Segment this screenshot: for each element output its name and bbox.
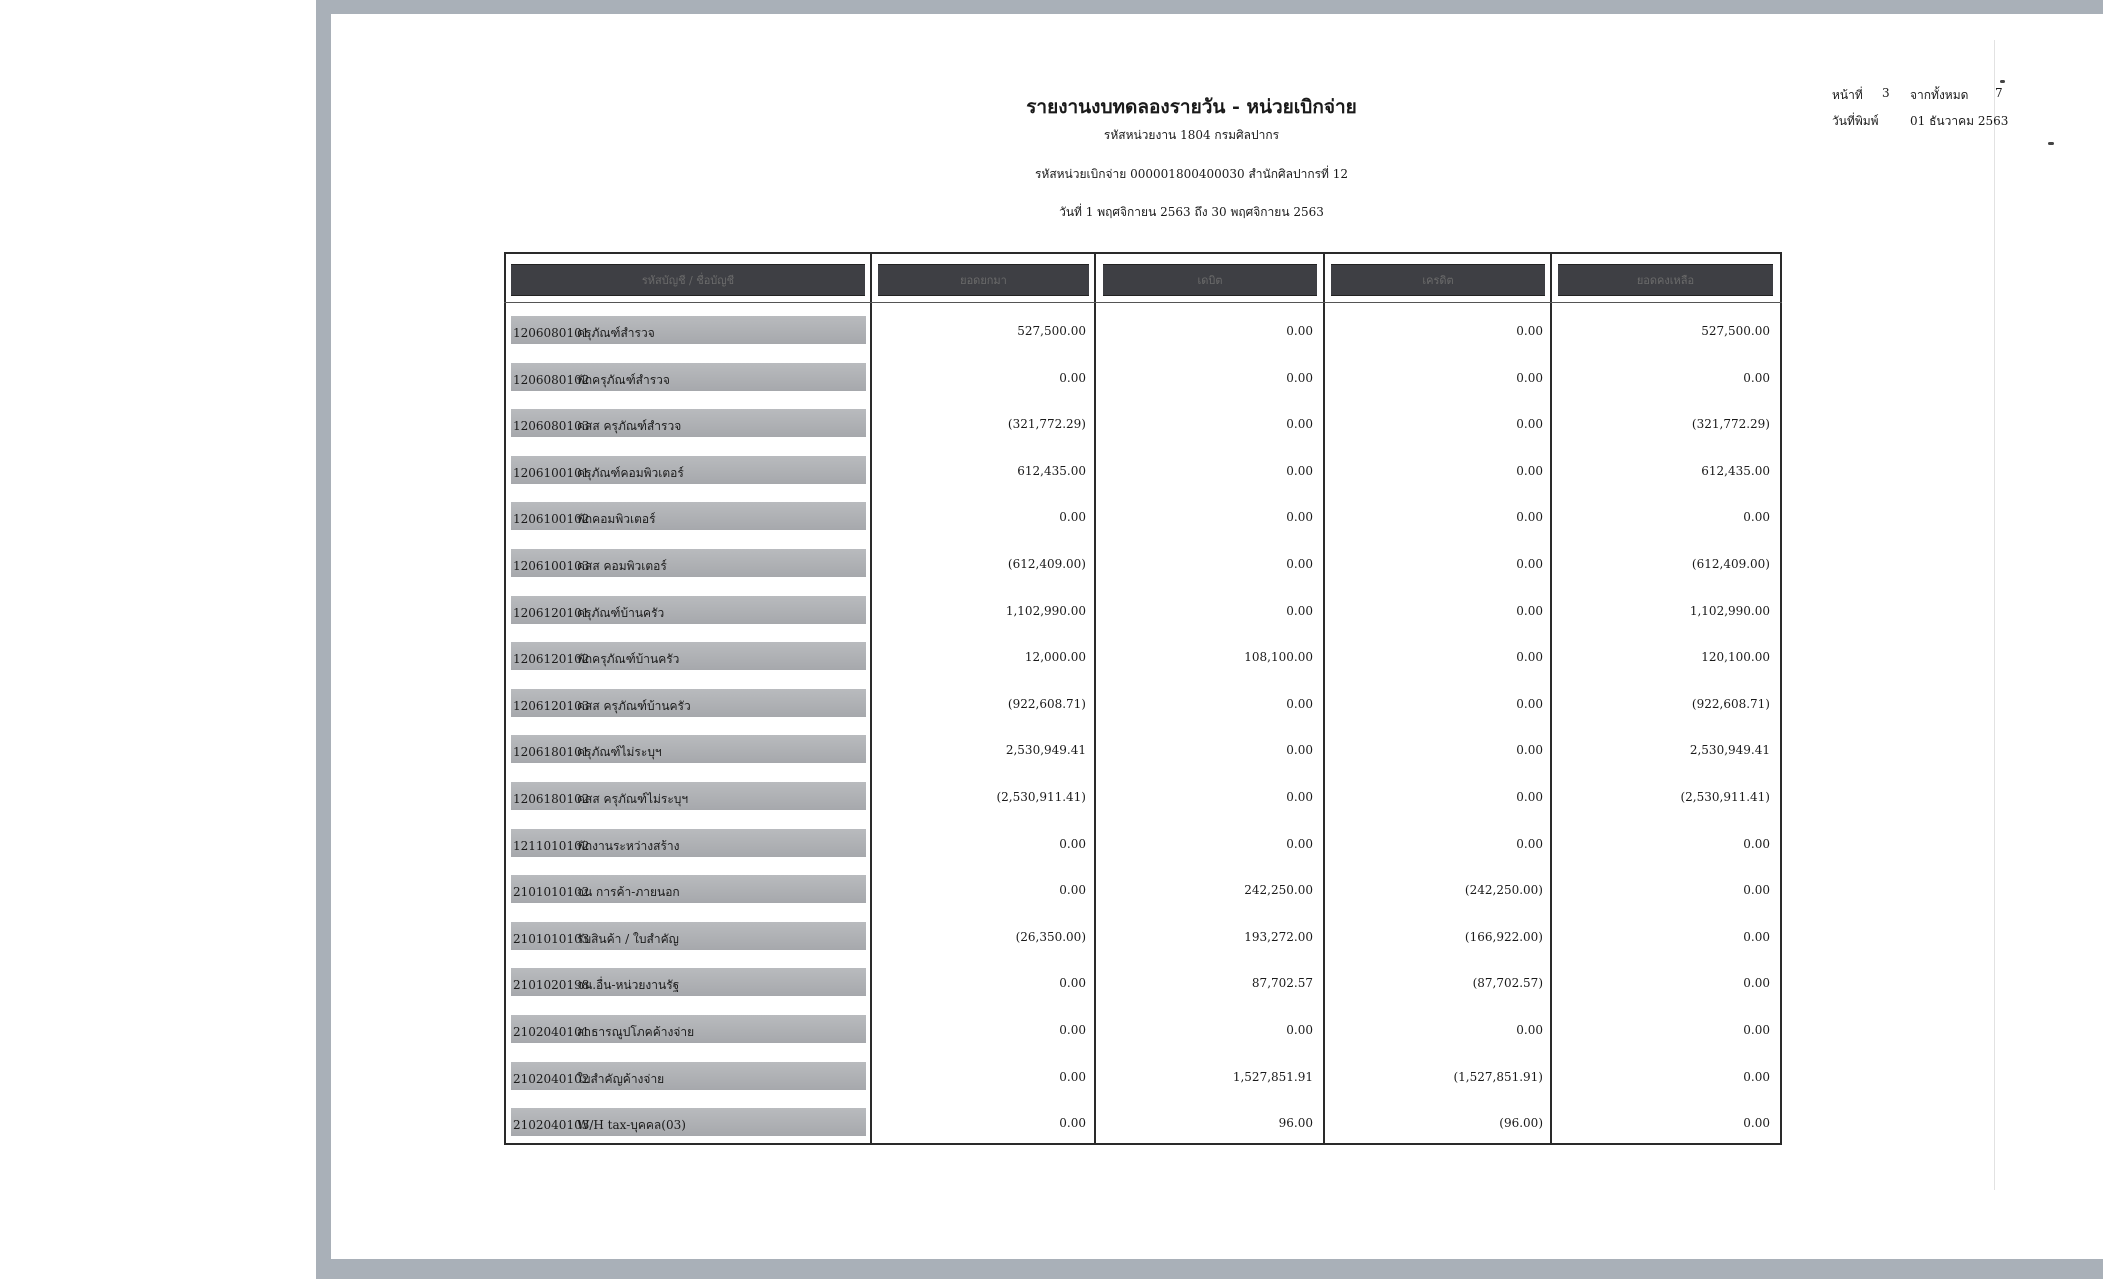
account-code: 1206120103	[513, 699, 590, 713]
account-name: ใบสำคัญค้างจ่าย	[577, 1072, 665, 1086]
account-name: พักครุภัณฑ์สำรวจ	[577, 373, 670, 387]
cell-account	[513, 1070, 664, 1089]
cell-credit: 0.00	[1516, 650, 1543, 664]
account-code: 2102040102	[513, 1072, 590, 1086]
account-name: คสส คอมพิวเตอร์	[577, 559, 667, 573]
cell-debit: 0.00	[1286, 697, 1313, 711]
disbursement-unit-line: รหัสหน่วยเบิกจ่าย 000001800400030 สำนักศิลปากรที่ 12	[1034, 167, 1349, 181]
agency-line: รหัสหน่วยงาน 1804 กรมศิลปากร	[1103, 128, 1280, 142]
account-name: ครุภัณฑ์คอมพิวเตอร์	[577, 466, 684, 480]
cell-debit: 242,250.00	[1244, 883, 1313, 897]
cell-account	[513, 743, 662, 762]
header-balance: ยอดคงเหลือ	[1558, 264, 1773, 296]
cell-debit: 1,527,851.91	[1232, 1070, 1313, 1084]
account-name: ครุภัณฑ์บ้านครัว	[577, 606, 665, 620]
cell-balance: 1,102,990.00	[1689, 604, 1770, 618]
cell-opening: 12,000.00	[1024, 650, 1086, 664]
cell-opening: (321,772.29)	[1007, 417, 1086, 431]
cell-opening: (612,409.00)	[1007, 557, 1086, 571]
scan-border-left	[316, 0, 331, 1279]
scan-border-top	[316, 0, 2103, 14]
cell-account	[513, 604, 664, 623]
cell-debit: 108,100.00	[1244, 650, 1313, 664]
cell-balance: 0.00	[1743, 930, 1770, 944]
account-code: 1206080102	[513, 373, 590, 387]
account-name: จน การค้า-ภายนอก	[577, 885, 680, 899]
header-debit: เดบิต	[1103, 264, 1317, 296]
account-code: 2101010102	[513, 885, 590, 899]
cell-debit: 0.00	[1286, 743, 1313, 757]
cell-credit: 0.00	[1516, 557, 1543, 571]
cell-opening: 0.00	[1059, 371, 1086, 385]
cell-credit: (1,527,851.91)	[1453, 1070, 1543, 1084]
print-date: 01 ธันวาคม 2563	[1910, 114, 2009, 128]
print-date-label: วันที่พิมพ์	[1832, 114, 1879, 128]
cell-balance: 0.00	[1743, 1023, 1770, 1037]
cell-balance: 612,435.00	[1701, 464, 1770, 478]
total-label: จากทั้งหมด	[1910, 88, 1969, 102]
cell-credit: (96.00)	[1499, 1116, 1543, 1130]
header-opening: ยอดยกมา	[878, 264, 1089, 296]
cell-debit: 96.00	[1278, 1116, 1313, 1130]
cell-account	[513, 324, 655, 343]
account-code: 1206080103	[513, 419, 590, 433]
page-number: 3	[1882, 86, 1890, 100]
cell-debit: 0.00	[1286, 557, 1313, 571]
cell-credit: 0.00	[1516, 790, 1543, 804]
account-code: 1206080101	[513, 326, 590, 340]
cell-account	[513, 837, 679, 856]
account-code: 1206180101	[513, 745, 590, 759]
cell-balance: 0.00	[1743, 510, 1770, 524]
cell-credit: 0.00	[1516, 464, 1543, 478]
cell-debit: 0.00	[1286, 417, 1313, 431]
cell-credit: 0.00	[1516, 837, 1543, 851]
cell-credit: 0.00	[1516, 417, 1543, 431]
cell-account	[513, 650, 679, 669]
cell-balance: 0.00	[1743, 1070, 1770, 1084]
account-name: พักครุภัณฑ์บ้านครัว	[577, 652, 680, 666]
cell-account	[513, 883, 680, 902]
cell-debit: 87,702.57	[1251, 976, 1313, 990]
account-name: คสส ครุภัณฑ์ไม่ระบุฯ	[577, 792, 689, 806]
cell-debit: 0.00	[1286, 371, 1313, 385]
cell-account	[513, 371, 670, 390]
cell-account	[513, 417, 681, 436]
cell-opening: 0.00	[1059, 1116, 1086, 1130]
account-name: ครุภัณฑ์ไม่ระบุฯ	[577, 745, 662, 759]
page-label: หน้าที่	[1832, 88, 1863, 102]
cell-balance: 0.00	[1743, 1116, 1770, 1130]
cell-account	[513, 1116, 686, 1135]
cell-debit: 0.00	[1286, 324, 1313, 338]
cell-account	[513, 510, 656, 529]
column-divider	[870, 252, 872, 1145]
account-name: ครุภัณฑ์สำรวจ	[577, 326, 655, 340]
header-rule	[504, 302, 1782, 303]
cell-opening: 0.00	[1059, 976, 1086, 990]
cell-credit: (242,250.00)	[1464, 883, 1543, 897]
cell-account	[513, 930, 679, 949]
cell-account	[513, 976, 679, 995]
cell-debit: 0.00	[1286, 464, 1313, 478]
cell-opening: 0.00	[1059, 883, 1086, 897]
account-code: 1206120102	[513, 652, 590, 666]
account-name: พักคอมพิวเตอร์	[577, 512, 656, 526]
cell-credit: (87,702.57)	[1472, 976, 1543, 990]
account-code: 1206120101	[513, 606, 590, 620]
period-line: วันที่ 1 พฤศจิกายน 2563 ถึง 30 พฤศจิกายน 2563	[1059, 205, 1324, 219]
cell-balance: 0.00	[1743, 883, 1770, 897]
cell-credit: 0.00	[1516, 371, 1543, 385]
cell-debit: 0.00	[1286, 837, 1313, 851]
cell-balance: (612,409.00)	[1691, 557, 1770, 571]
column-divider	[1323, 252, 1325, 1145]
cell-credit: 0.00	[1516, 324, 1543, 338]
account-code: 1211010102	[513, 839, 590, 853]
cell-debit: 0.00	[1286, 790, 1313, 804]
account-code: 2101020198	[513, 978, 590, 992]
cell-balance: 527,500.00	[1701, 324, 1770, 338]
cell-credit: 0.00	[1516, 1023, 1543, 1037]
cell-credit: 0.00	[1516, 604, 1543, 618]
account-name: จน.อื่น-หน่วยงานรัฐ	[577, 978, 680, 992]
scan-speck	[2000, 80, 2005, 83]
cell-credit: 0.00	[1516, 697, 1543, 711]
report-title: รายงานงบทดลองรายวัน - หน่วยเบิกจ่าย	[1026, 96, 1357, 118]
account-code: 2102040103	[513, 1118, 590, 1132]
cell-account	[513, 1023, 694, 1042]
account-code: 1206180102	[513, 792, 590, 806]
cell-opening: (2,530,911.41)	[996, 790, 1086, 804]
header-credit: เครดิต	[1331, 264, 1545, 296]
cell-balance: 0.00	[1743, 837, 1770, 851]
scan-border-bottom	[316, 1259, 2103, 1279]
account-name: รับสินค้า / ใบสำคัญ	[577, 932, 679, 946]
cell-credit: 0.00	[1516, 743, 1543, 757]
cell-account	[513, 557, 667, 576]
cell-balance: (321,772.29)	[1691, 417, 1770, 431]
cell-account	[513, 464, 684, 483]
cell-opening: 2,530,949.41	[1005, 743, 1086, 757]
cell-balance: (922,608.71)	[1691, 697, 1770, 711]
account-code: 1206100102	[513, 512, 590, 526]
column-divider	[1550, 252, 1552, 1145]
account-name: W/H tax-บุคคล(03)	[577, 1118, 686, 1132]
cell-opening: 527,500.00	[1017, 324, 1086, 338]
account-name: พักงานระหว่างสร้าง	[577, 839, 680, 853]
column-divider	[1094, 252, 1096, 1145]
cell-debit: 0.00	[1286, 510, 1313, 524]
cell-debit: 0.00	[1286, 1023, 1313, 1037]
total-pages: 7	[1995, 86, 2003, 100]
cell-debit: 193,272.00	[1244, 930, 1313, 944]
cell-account	[513, 697, 691, 716]
cell-opening: 0.00	[1059, 1070, 1086, 1084]
cell-opening: (922,608.71)	[1007, 697, 1086, 711]
account-code: 2102040101	[513, 1025, 590, 1039]
cell-opening: 0.00	[1059, 837, 1086, 851]
cell-opening: (26,350.00)	[1015, 930, 1086, 944]
account-code: 2101010103	[513, 932, 590, 946]
cell-account	[513, 790, 688, 809]
cell-opening: 1,102,990.00	[1005, 604, 1086, 618]
cell-balance: 0.00	[1743, 371, 1770, 385]
cell-opening: 0.00	[1059, 510, 1086, 524]
cell-balance: (2,530,911.41)	[1680, 790, 1770, 804]
account-name: สาธารณูปโภคค้างจ่าย	[577, 1025, 695, 1039]
cell-debit: 0.00	[1286, 604, 1313, 618]
account-code: 1206100103	[513, 559, 590, 573]
header-account: รหัสบัญชี / ชื่อบัญชี	[511, 264, 865, 296]
cell-opening: 612,435.00	[1017, 464, 1086, 478]
cell-balance: 120,100.00	[1701, 650, 1770, 664]
cell-balance: 0.00	[1743, 976, 1770, 990]
account-code: 1206100101	[513, 466, 590, 480]
cell-opening: 0.00	[1059, 1023, 1086, 1037]
account-name: คสส ครุภัณฑ์สำรวจ	[577, 419, 682, 433]
account-name: คสส ครุภัณฑ์บ้านครัว	[577, 699, 691, 713]
cell-credit: (166,922.00)	[1464, 930, 1543, 944]
cell-balance: 2,530,949.41	[1689, 743, 1770, 757]
cell-credit: 0.00	[1516, 510, 1543, 524]
